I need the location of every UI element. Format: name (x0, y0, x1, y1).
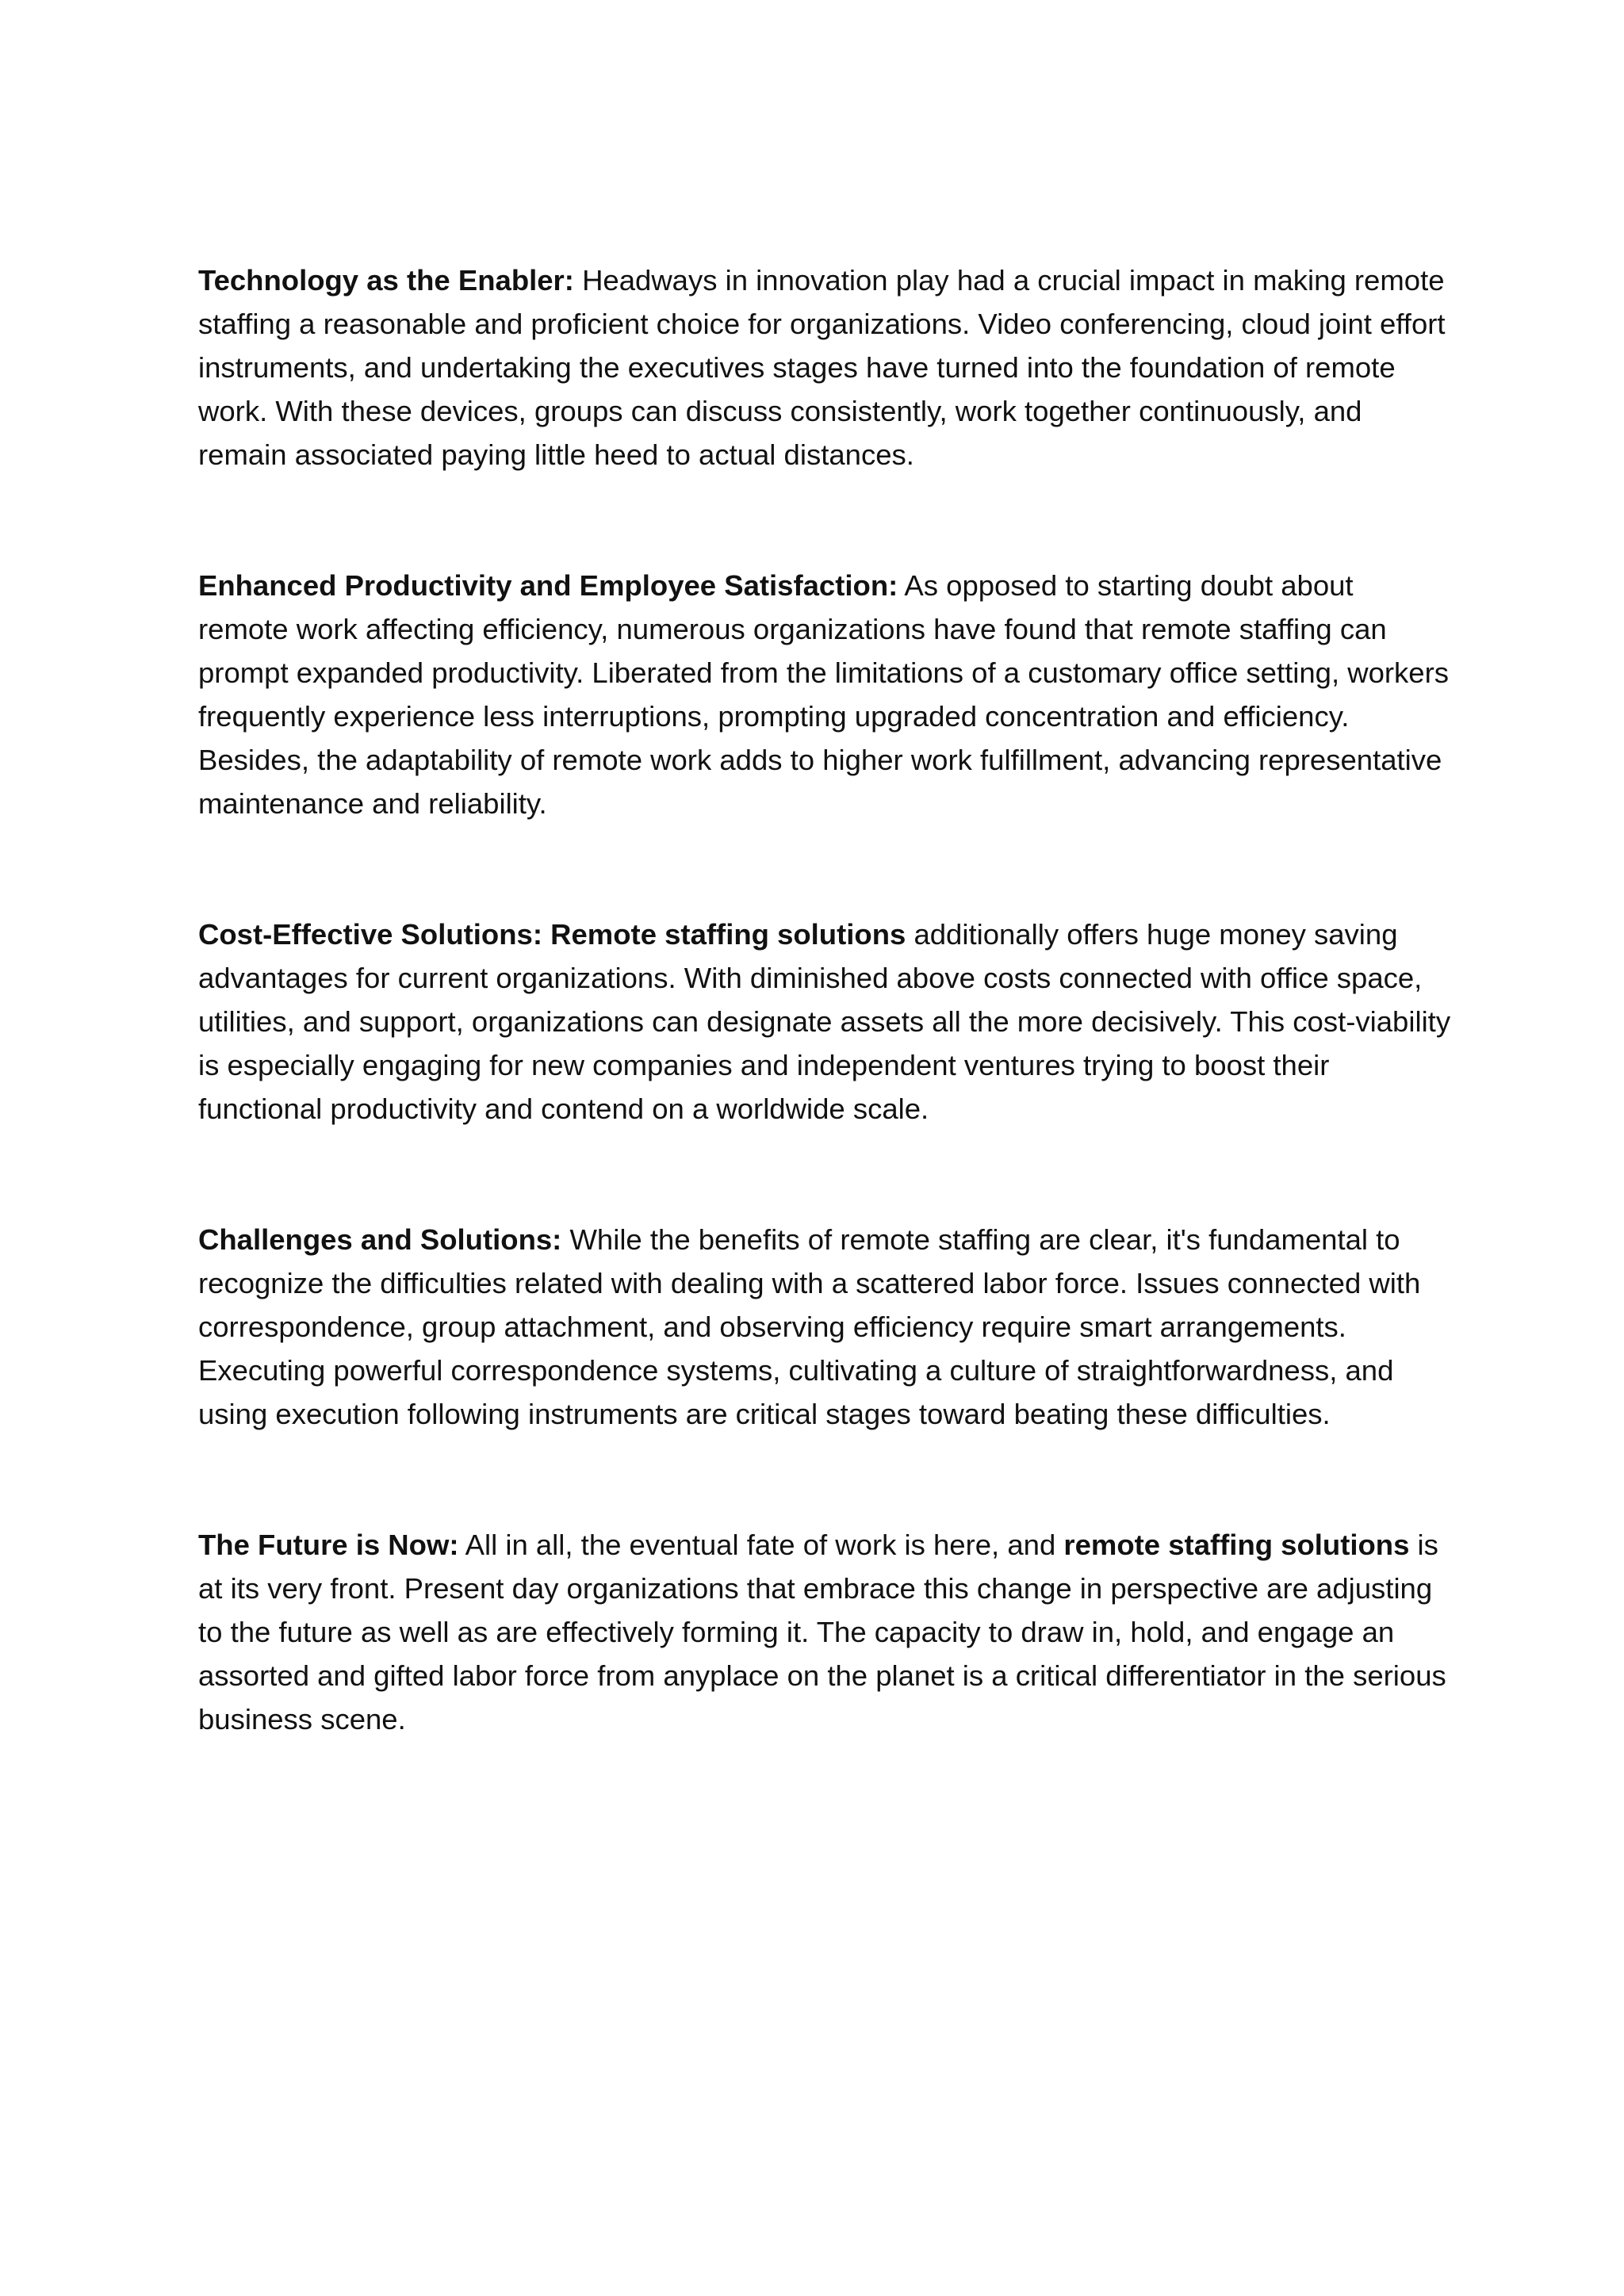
paragraph-bold-phrase: Remote staffing solutions (542, 918, 906, 951)
paragraph-future (198, 1523, 1451, 1741)
paragraph-bold-phrase: remote staffing solutions (1063, 1529, 1410, 1561)
paragraph-text: As opposed to starting doubt about remote work affecting efficiency, numerous organizations have found that remote staffing can prompt expanded productivity. Liberated from the limitations of a customary office setting, workers frequently experience less interruptions, prompting upgraded concentration and efficiency. Besides, the adaptability of remote work adds to higher work fulfillment, advancing representative maintenance and reliability. (198, 569, 1450, 820)
paragraph-heading: Enhanced Productivity and Employee Satisfaction: (198, 569, 898, 602)
paragraph-text: While the benefits of remote staffing are clear, it's fundamental to recognize the difficulties related with dealing with a scattered labor force. Issues connected with correspondence, group attachment, and observing efficiency require smart arrangements. Executing powerful correspondence systems, cultivating a culture of straightforwardness, and using execution following instruments are critical stages toward beating these difficulties. (198, 1223, 1421, 1430)
paragraph-challenges (198, 1218, 1451, 1436)
paragraph-cost-effective (198, 913, 1451, 1131)
paragraph-productivity (198, 564, 1451, 825)
document-body (198, 258, 1451, 1828)
paragraph-heading: Cost-Effective Solutions: (198, 918, 542, 951)
paragraph-heading: Technology as the Enabler: (198, 264, 574, 297)
paragraph-heading: The Future is Now: (198, 1529, 459, 1561)
paragraph-text: Headways in innovation play had a crucial impact in making remote staffing a reasonable and proficient choice for organizations. Video conferencing, cloud joint effort instruments, and undertaking the executives stages have turned into the foundation of remote work. With these devices, groups can discuss consistently, work together continuously, and remain associated paying little heed to actual distances. (198, 264, 1446, 471)
paragraph-text: additionally offers huge money saving advantages for current organizations. With diminished above costs connected with office space, utilities, and support, organizations can designate assets all the more decisively. This cost-viability is especially engaging for new companies and independent ventures trying to boost their functional productivity and contend on a worldwide scale. (198, 918, 1451, 1125)
paragraph-text: is at its very front. Present day organizations that embrace this change in perspective are adjusting to the future as well as are effectively forming it. The capacity to draw in, hold, and engage an assorted and gifted labor force from anyplace on the planet is a critical differentiator in the serious business scene. (198, 1529, 1446, 1735)
paragraph-text-before: All in all, the eventual fate of work is here, and (458, 1529, 1064, 1561)
paragraph-technology (198, 258, 1451, 476)
paragraph-heading: Challenges and Solutions: (198, 1223, 562, 1256)
